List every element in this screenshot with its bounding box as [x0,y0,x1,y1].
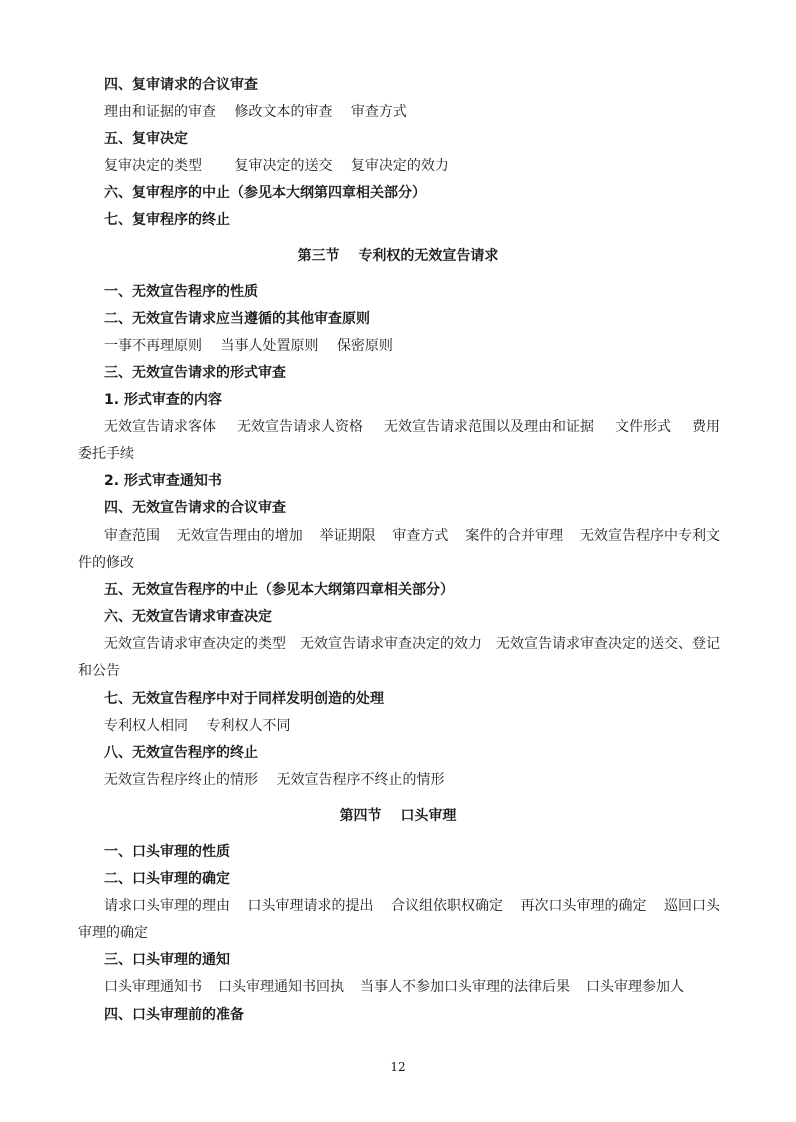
item: 无效宣告请求范围以及理由和证据 [384,419,594,435]
item: 复审决定的类型 [104,158,202,174]
item: 无效宣告请求客体 [104,419,216,435]
heading: 四、口头审理前的准备 [104,1007,244,1023]
item: 专利权人相同 [104,718,188,734]
page-number: 12 [390,1060,406,1074]
text-line [104,717,290,735]
heading: 七、无效宣告程序中对于同样发明创造的处理 [104,691,384,707]
heading: 四、复审请求的合议审查 [104,77,258,93]
item: 再次口头审理的确定 [520,898,647,914]
subheading: 1. 形式审查的内容 [104,392,222,408]
item: 当事人不参加口头审理的法律后果 [360,979,570,995]
section-name: 专利权的无效宣告请求 [358,248,499,264]
heading: 一、口头审理的性质 [104,844,230,860]
heading: 一、无效宣告程序的性质 [104,284,258,300]
text-line [104,897,720,915]
heading: 二、无效宣告请求应当遵循的其他审查原则 [104,311,370,327]
item: 无效宣告程序不终止的情形 [276,772,445,788]
heading: 五、无效宣告程序的中止（参见本大纲第四章相关部分） [104,582,454,598]
item: 复审决定的效力 [350,158,449,174]
text-line [104,771,444,789]
item: 口头审理通知书 [104,979,202,995]
text-line [104,418,720,436]
item: 复审决定的送交 [234,158,333,174]
text-line [104,978,684,996]
item: 巡回口头 [664,898,720,914]
text-line [104,527,720,545]
section-name: 口头审理 [400,808,457,824]
item: 无效宣告程序中专利文 [579,528,720,544]
text-line: 和公告 [78,663,120,679]
item: 无效宣告理由的增加 [176,528,303,544]
item: 无效宣告请求审查决定的类型 [104,636,286,652]
text-line: 委托手续 [78,446,134,462]
item: 口头审理通知书回执 [218,979,344,995]
item: 修改文本的审查 [234,104,333,120]
item: 合议组依职权确定 [391,898,503,914]
subheading: 2. 形式审查通知书 [104,473,222,489]
heading: 三、口头审理的通知 [104,952,230,968]
item: 审查方式 [392,528,449,544]
item: 审查范围 [104,528,160,544]
section-title [0,807,796,825]
item: 当事人处置原则 [220,338,319,354]
heading: 八、无效宣告程序的终止 [104,745,258,761]
item: 口头审理参加人 [586,979,684,995]
text-line [104,337,393,355]
text-line [104,635,720,653]
item: 请求口头审理的理由 [104,898,230,914]
section-number: 第四节 [339,808,382,824]
item: 文件形式 [615,419,671,435]
item: 案件的合并审理 [465,528,564,544]
section-title [0,247,796,265]
item: 无效宣告请求审查决定的送交、登记 [496,636,720,652]
heading: 五、复审决定 [104,131,188,147]
text-line [104,103,407,121]
item: 审查方式 [350,104,407,120]
text-line [104,157,449,175]
item: 专利权人不同 [206,718,291,734]
heading: 三、无效宣告请求的形式审查 [104,365,286,381]
section-number: 第三节 [297,248,340,264]
heading: 二、口头审理的确定 [104,871,230,887]
heading: 七、复审程序的终止 [104,212,230,228]
item: 理由和证据的审查 [104,104,216,120]
item: 无效宣告请求人资格 [237,419,363,435]
heading: 六、无效宣告请求审查决定 [104,609,272,625]
item: 保密原则 [336,338,393,354]
item: 费用 [692,419,720,435]
item: 一事不再理原则 [104,338,202,354]
item: 无效宣告请求审查决定的效力 [300,636,482,652]
text-line: 件的修改 [78,555,134,571]
item: 举证期限 [319,528,376,544]
item: 无效宣告程序终止的情形 [104,772,258,788]
item: 口头审理请求的提出 [247,898,374,914]
heading: 六、复审程序的中止（参见本大纲第四章相关部分） [104,185,426,201]
heading: 四、无效宣告请求的合议审查 [104,500,286,516]
text-line: 审理的确定 [78,925,148,941]
